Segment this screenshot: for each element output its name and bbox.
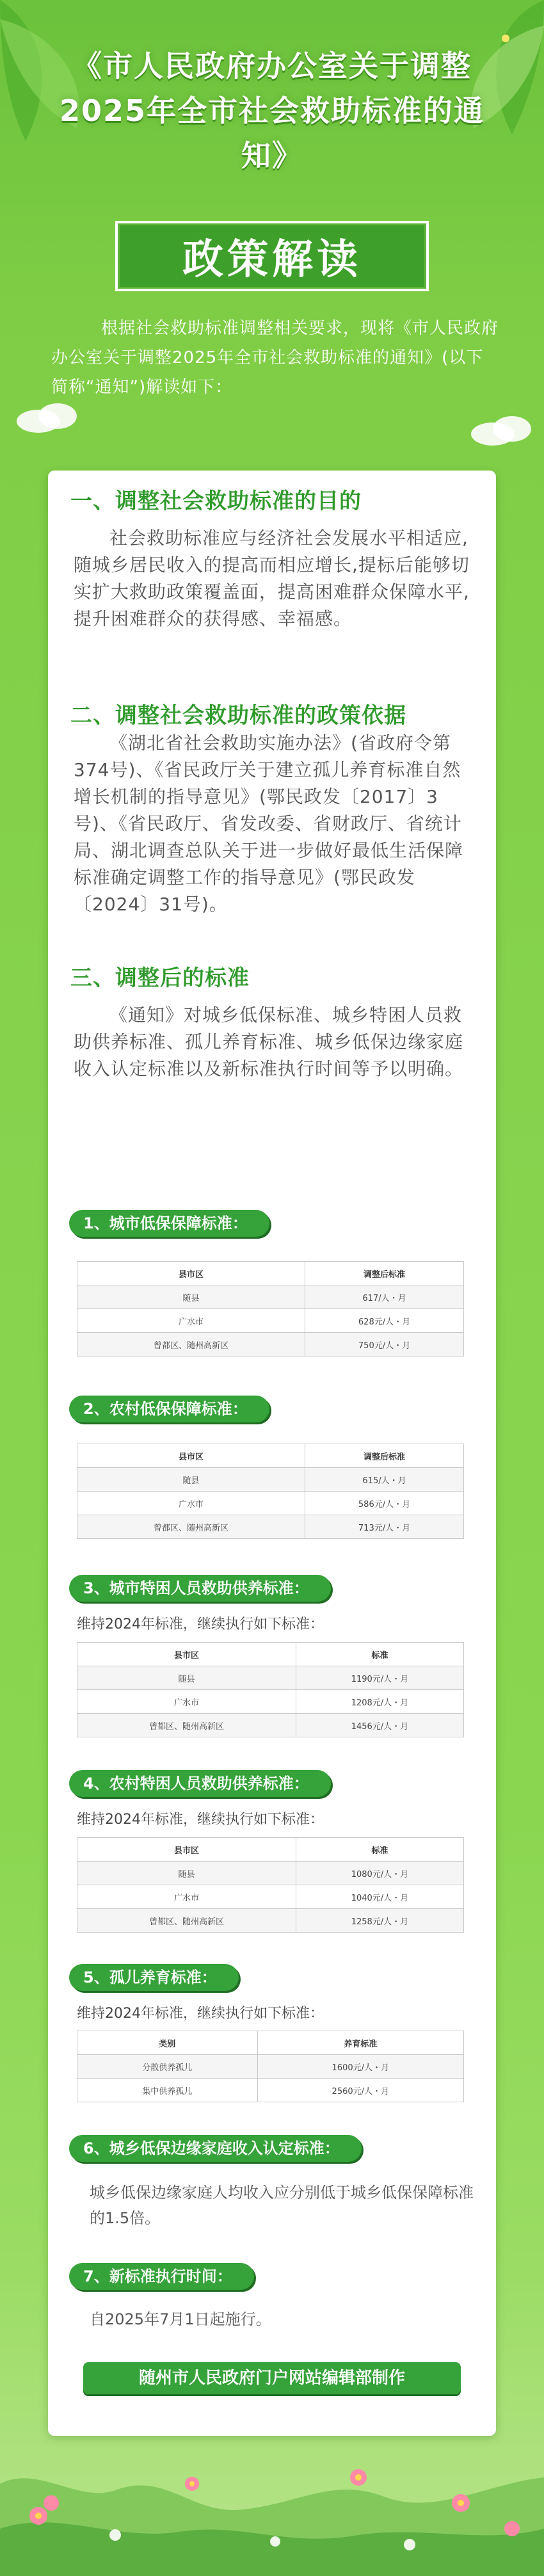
table-cell: 628元/人・月 [305,1309,464,1333]
section-heading-standards: 三、调整后的标准 [70,965,250,991]
table-cell: 曾都区、随州高新区 [77,1333,305,1356]
standard-note-rural-tekun: 维持2024年标准，继续执行如下标准： [77,1812,324,1828]
table-cell: 广水市 [77,1309,305,1333]
table-cell: 分散供养孤儿 [77,2055,258,2079]
flower-decoration-bottom [0,2407,544,2576]
table-row [77,2079,464,2102]
table-row [77,1714,464,1737]
cloud-decoration-left [13,397,83,435]
table-cell: 713元/人・月 [305,1515,464,1539]
table-cell: 广水市 [77,1690,296,1714]
footer-credit: 随州市人民政府门户网站编辑部制作 [83,2362,461,2394]
table-header-cell: 类别 [77,2031,258,2055]
standard-label-effective-date: 7、新标准执行时间： [69,2263,254,2290]
standard-label-rural-dibao: 2、农村低保保障标准： [69,1396,269,1422]
policy-banner-text: 政策解读 [182,236,362,284]
table-cell: 随县 [77,1285,305,1309]
table-header-cell: 县市区 [77,1643,296,1666]
table-cell: 1456元/人・月 [296,1714,463,1737]
table-urban-dibao [77,1261,464,1356]
standard-label-urban-tekun: 3、城市特困人员救助供养标准： [69,1575,331,1602]
table-row [77,1285,464,1309]
table-cell: 1040元/人・月 [296,1885,463,1909]
cloud-decoration-right [467,410,538,448]
table-cell: 随县 [77,1862,296,1885]
table-header-cell: 标准 [296,1838,463,1862]
standard-label-rural-tekun: 4、农村特困人员救助供养标准： [69,1770,331,1797]
table-header-cell: 调整后标准 [305,1262,464,1285]
table-cell: 615/人・月 [305,1468,464,1492]
standard-note-orphan: 维持2024年标准，继续执行如下标准： [77,2006,324,2022]
table-header-cell: 调整后标准 [305,1444,464,1468]
standard-label-urban-dibao: 1、城市低保保障标准： [69,1210,269,1237]
section-body-purpose: 社会救助标准应与经济社会发展水平相适应,随城乡居民收入的提高而相应增长,提标后能够切实扩大救助政策覆盖面，提高困难群众保障水平,提升困难群众的获得感、幸福感。 [74,527,470,629]
table-header-cell: 养育标准 [257,2031,463,2055]
table-cell: 曾都区、随州高新区 [77,1714,296,1737]
table-row [77,1862,464,1885]
table-row [77,1333,464,1356]
table-cell: 集中供养孤儿 [77,2079,258,2102]
table-header-row [77,1643,464,1666]
table-header-row [77,1262,464,1285]
table-row [77,1885,464,1909]
table-row [77,1690,464,1714]
page-title: 《市人民政府办公室关于调整2025年全市社会救助标准的通知》 [59,49,485,173]
table-row [77,1492,464,1515]
table-cell: 广水市 [77,1885,296,1909]
standard-label-edge-family: 6、城乡低保边缘家庭收入认定标准： [69,2135,362,2162]
table-cell: 随县 [77,1666,296,1690]
table-rural-tekun [77,1837,464,1933]
table-row [77,2055,464,2079]
section-heading-basis: 二、调整社会救助标准的政策依据 [70,703,406,729]
table-header-cell: 标准 [296,1643,463,1666]
table-header-cell: 县市区 [77,1262,305,1285]
table-cell: 1258元/人・月 [296,1909,463,1933]
intro-paragraph: 根据社会救助标准调整相关要求，现将《市人民政府办公室关于调整2025年全市社会救助标准的通知》(以下简称“通知”)解读如下： [51,319,499,397]
table-cell: 1190元/人・月 [296,1666,463,1690]
table-row [77,1666,464,1690]
section-body-standards: 《通知》对城乡低保标准、城乡特困人员救助供养标准、孤儿养育标准、城乡低保边缘家庭收入认定标准以及新标准执行时间等予以明确。 [74,1004,464,1079]
standard-body-edge-family: 城乡低保边缘家庭人均收入应分别低于城乡低保保障标准的1.5倍。 [90,2184,474,2227]
table-urban-tekun [77,1642,464,1737]
table-cell: 广水市 [77,1492,305,1515]
table-rural-dibao [77,1444,464,1539]
standard-body-effective-date: 自2025年7月1日起施行。 [90,2310,271,2328]
table-orphan [77,2031,464,2102]
table-cell: 随县 [77,1468,305,1492]
table-cell: 617/人・月 [305,1285,464,1309]
table-cell: 曾都区、随州高新区 [77,1515,305,1539]
table-header-cell: 县市区 [77,1838,296,1862]
table-cell: 586元/人・月 [305,1492,464,1515]
table-header-row [77,1838,464,1862]
standard-label-orphan: 5、孤儿养育标准： [69,1964,239,1991]
table-row [77,1468,464,1492]
table-cell: 1080元/人・月 [296,1862,463,1885]
table-row [77,1309,464,1333]
section-body-basis: 《湖北省社会救助实施办法》(省政府令第374号)、《省民政厅关于建立孤儿养育标准自然增长机制的指导意见》(鄂民政发〔2017〕3号)、《省民政厅、省发改委、省财政厅、省统计局、湖北调查总队关于进一步做好最低生活保障标准确定调整工作的指导意见》(鄂民政发〔2024〕31号)。 [74,732,464,915]
table-header-cell: 县市区 [77,1444,305,1468]
standard-note-urban-tekun: 维持2024年标准，继续执行如下标准： [77,1616,324,1632]
table-row [77,1515,464,1539]
table-cell: 1208元/人・月 [296,1690,463,1714]
section-heading-purpose: 一、调整社会救助标准的目的 [70,488,362,514]
table-cell: 1600元/人・月 [257,2055,463,2079]
policy-banner [115,221,429,291]
table-cell: 曾都区、随州高新区 [77,1909,296,1933]
table-cell: 750元/人・月 [305,1333,464,1356]
table-header-row [77,1444,464,1468]
table-header-row [77,2031,464,2055]
table-cell: 2560元/人・月 [257,2079,463,2102]
table-row [77,1909,464,1933]
